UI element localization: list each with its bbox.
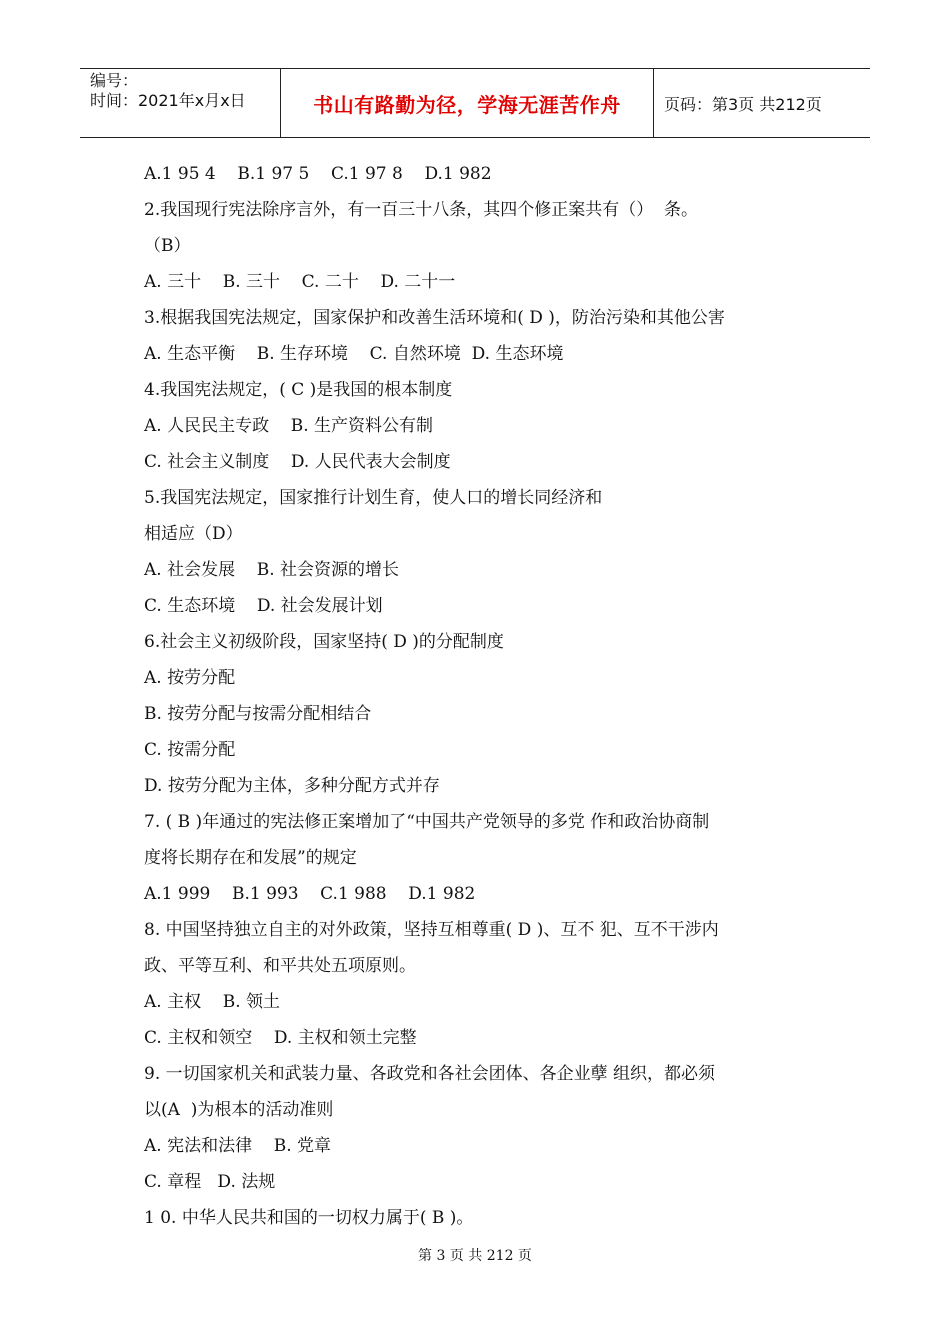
text-line: 8. 中国坚持独立自主的对外政策，坚持互相尊重( D )、互不 犯、互不干涉内 (144, 920, 719, 940)
text-line: A.1 999 B.1 993 C.1 988 D.1 982 (144, 884, 476, 904)
text-line: A. 生态平衡 B. 生存环境 C. 自然环境 D. 生态环境 (144, 344, 564, 364)
text-line: （B） (144, 236, 191, 256)
text-line: 2.我国现行宪法除序言外，有一百三十八条，其四个修正案共有（） 条。 (144, 200, 699, 220)
document-number-label: 编号： (90, 71, 139, 90)
text-line: 度将长期存在和发展”的规定 (144, 848, 357, 868)
text-line: A. 人民民主专政 B. 生产资料公有制 (144, 416, 433, 436)
text-line: A. 三十 B. 三十 C. 二十 D. 二十一 (144, 272, 456, 292)
text-line: 相适应（D） (144, 524, 243, 544)
text-line: 5.我国宪法规定，国家推行计划生育，使人口的增长同经济和 (144, 488, 603, 508)
page-footer: 第 3 页 共 212 页 (418, 1248, 532, 1264)
text-line: C. 主权和领空 D. 主权和领土完整 (144, 1028, 417, 1048)
text-line: 9. 一切国家机关和武装力量、各政党和各社会团体、各企业孽 组织，都必须 (144, 1064, 716, 1084)
text-line: 6.社会主义初级阶段，国家坚持( D )的分配制度 (144, 632, 504, 652)
text-line: A. 按劳分配 (144, 668, 236, 688)
document-body (144, 156, 820, 1236)
header-page-info: 页码：第3页 共212页 (664, 94, 822, 114)
text-line: C. 社会主义制度 D. 人民代表大会制度 (144, 452, 451, 472)
text-line: 以(A )为根本的活动准则 (144, 1100, 334, 1120)
header-motto: 书山有路勤为径，学海无涯苦作舟 (281, 69, 654, 137)
text-line: C. 按需分配 (144, 740, 236, 760)
text-line: A.1 95 4 B.1 97 5 C.1 97 8 D.1 982 (144, 164, 492, 184)
document-date-label: 时间：2021年x月x日 (90, 91, 246, 110)
text-line: A. 宪法和法律 B. 党章 (144, 1136, 331, 1156)
text-line: B. 按劳分配与按需分配相结合 (144, 704, 372, 724)
text-line: 政、平等互利、和平共处五项原则。 (144, 956, 416, 976)
text-line: 4.我国宪法规定，( C )是我国的根本制度 (144, 380, 453, 400)
text-line: D. 按劳分配为主体，多种分配方式并存 (144, 776, 440, 796)
page-header (80, 68, 870, 138)
text-line: C. 生态环境 D. 社会发展计划 (144, 596, 383, 616)
text-line: 3.根据我国宪法规定，国家保护和改善生活环境和( D )，防治污染和其他公害 (144, 308, 725, 328)
text-line: 1 0. 中华人民共和国的一切权力属于( B )。 (144, 1208, 474, 1228)
text-line: C. 章程 D. 法规 (144, 1172, 276, 1192)
text-line: A. 主权 B. 领土 (144, 992, 280, 1012)
text-line: A. 社会发展 B. 社会资源的增长 (144, 560, 399, 580)
text-line: 7. ( B )年通过的宪法修正案增加了“中国共产党领导的多党 作和政治协商制 (144, 812, 710, 832)
header-meta (80, 69, 281, 137)
